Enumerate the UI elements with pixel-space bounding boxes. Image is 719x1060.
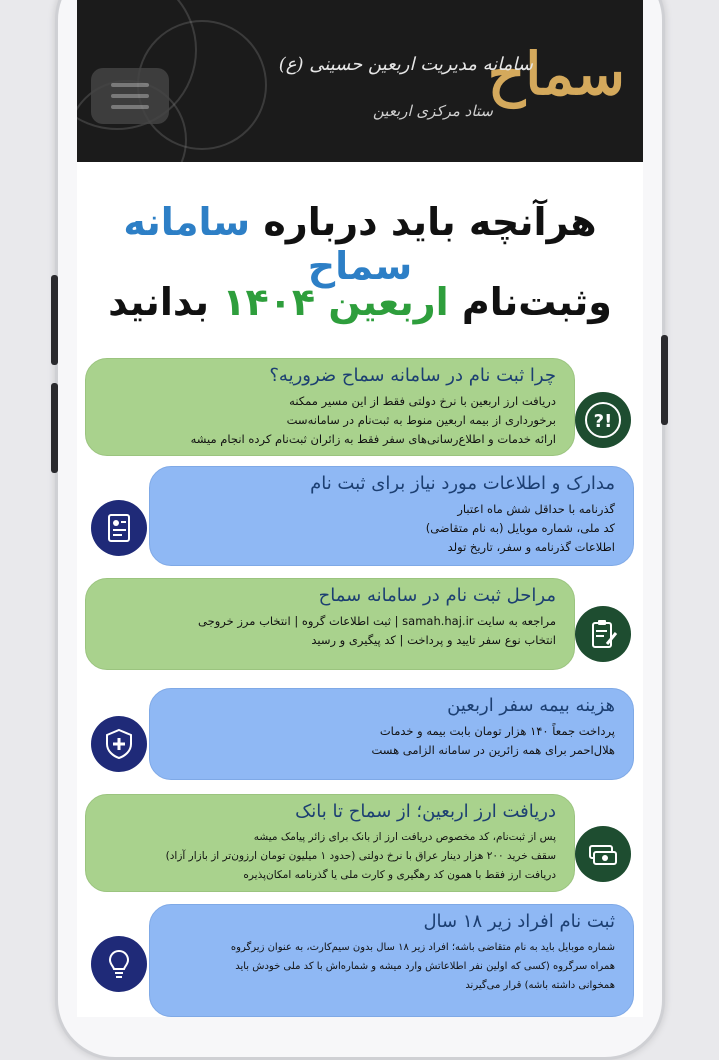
page-title-line1: هرآنچه باید درباره سامانه سماح bbox=[123, 200, 597, 288]
card-line: سقف خرید ۲۰۰ هزار دینار عراق با نرخ دولتی (حدود ۱ میلیون تومان ارزون‌تر از بازار آزاد) bbox=[165, 850, 556, 862]
site-header bbox=[77, 0, 643, 162]
hamburger-menu-button[interactable] bbox=[91, 68, 169, 124]
card-line: انتخاب نوع سفر تایید و پرداخت | کد پیگیری و رسید bbox=[311, 633, 556, 647]
card-line: دریافت ارز اربعین با نرخ دولتی فقط از این مسیر ممکنه bbox=[289, 394, 556, 408]
card-heading: ثبت نام افراد زیر ۱۸ سال bbox=[423, 911, 615, 932]
card-line: دریافت ارز فقط با همون کد رهگیری و کارت ملی یا گذرنامه امکان‌پذیره bbox=[243, 869, 556, 881]
power-button bbox=[661, 335, 668, 425]
card-line: پس از ثبت‌نام، کد مخصوص دریافت ارز از بانک برای زائر پیامک میشه bbox=[253, 831, 556, 843]
card-line: همخوانی داشته باشه) قرار می‌گیرند bbox=[465, 980, 615, 991]
header-subtitle: سامانه مدیریت اربعین حسینی (ع) bbox=[278, 54, 533, 75]
samah-logo: سماح bbox=[487, 40, 625, 108]
card-required-documents bbox=[149, 466, 634, 566]
svg-text:?!: ?! bbox=[593, 411, 613, 432]
card-line: برخورداری از بیمه اربعین منوط به ثبت‌نام در سامانه‌ست bbox=[286, 413, 556, 427]
card-heading: دریافت ارز اربعین؛ از سماح تا بانک bbox=[295, 801, 556, 822]
card-heading: مدارک و اطلاعات مورد نیاز برای ثبت نام bbox=[310, 473, 615, 494]
screen bbox=[77, 0, 643, 1017]
volume-up-button bbox=[51, 275, 58, 365]
volume-down-button bbox=[51, 383, 58, 473]
card-heading: هزینه بیمه سفر اربعین bbox=[447, 695, 615, 716]
header-org: ستاد مرکزی اربعین bbox=[372, 102, 493, 120]
card-line: گذرنامه با حداقل شش ماه اعتبار bbox=[457, 502, 615, 516]
card-heading: چرا ثبت نام در سامانه سماح ضروریه؟ bbox=[269, 365, 556, 386]
card-insurance-cost bbox=[149, 688, 634, 780]
card-line: اطلاعات گذرنامه و سفر، تاریخ تولد bbox=[447, 540, 615, 554]
lightbulb-icon bbox=[91, 936, 147, 992]
card-registration-steps bbox=[85, 578, 575, 670]
card-line: مراجعه به سایت samah.haj.ir | ثبت اطلاعات گروه | انتخاب مرز خروجی bbox=[198, 614, 556, 628]
money-stack-icon bbox=[575, 826, 631, 882]
card-heading: مراحل ثبت نام در سامانه سماح bbox=[318, 585, 556, 606]
card-why-register bbox=[85, 358, 575, 456]
exclamation-question-icon bbox=[575, 392, 631, 448]
card-line: کد ملی، شماره موبایل (به نام متقاضی) bbox=[425, 521, 615, 535]
card-line: ارائه خدمات و اطلاع‌رسانی‌های سفر فقط به زائران ثبت‌نام کرده انجام میشه bbox=[190, 432, 556, 446]
card-line: شماره موبایل باید به نام متقاضی باشه؛ افراد زیر ۱۸ سال بدون سیم‌کارت، به عنوان زیرگروه bbox=[230, 942, 615, 953]
shield-plus-icon bbox=[91, 716, 147, 772]
card-line: هلال‌احمر برای همه زائرین در سامانه الزامی هست bbox=[371, 743, 615, 757]
card-currency bbox=[85, 794, 575, 892]
clipboard-pen-icon bbox=[575, 606, 631, 662]
card-line: همراه سرگروه (کسی که اولین نفر اطلاعاتش وارد میشه و شماره‌اش با کد ملی خودش باید bbox=[235, 961, 615, 972]
card-line: پرداخت جمعاً ۱۴۰ هزار تومان بابت بیمه و خدمات bbox=[379, 724, 615, 738]
page-title-line2: وثبت‌نام اربعین ۱۴۰۴ بدانید bbox=[108, 280, 612, 324]
document-id-icon bbox=[91, 500, 147, 556]
card-under-18 bbox=[149, 904, 634, 1017]
